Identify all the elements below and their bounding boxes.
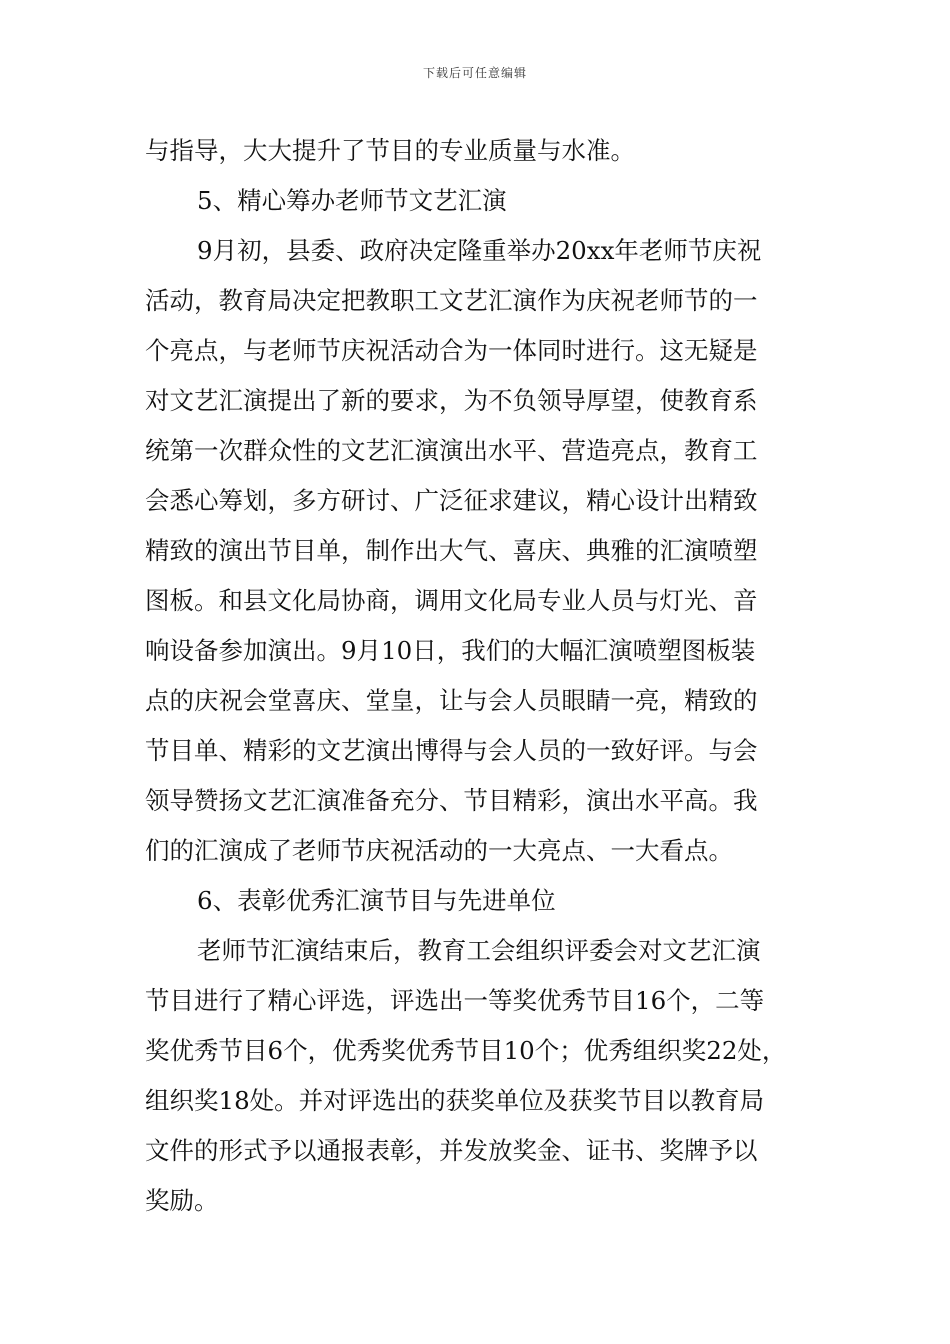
text-line: 与指导，大大提升了节目的专业质量与水准。 — [145, 136, 635, 165]
document-body — [145, 126, 810, 1226]
text-line: 们的汇演成了老师节庆祝活动的一大亮点、一大看点。 — [145, 836, 733, 865]
text-line: 奖优秀节目6个，优秀奖优秀节目10个；优秀组织奖22处， — [145, 1036, 787, 1065]
text-line: 精致的演出节目单，制作出大气、喜庆、典雅的汇演喷塑 — [145, 536, 758, 565]
text-line: 领导赞扬文艺汇演准备充分、节目精彩，演出水平高。我 — [145, 786, 758, 815]
text-line: 统第一次群众性的文艺汇演演出水平、营造亮点，教育工 — [145, 436, 758, 465]
text-line: 图板。和县文化局协商，调用文化局专业人员与灯光、音 — [145, 586, 758, 615]
text-line: 点的庆祝会堂喜庆、堂皇，让与会人员眼睛一亮，精致的 — [145, 686, 758, 715]
section-heading-5: 5、精心筹办老师节文艺汇演 — [197, 186, 507, 215]
text-line: 对文艺汇演提出了新的要求，为不负领导厚望，使教育系 — [145, 386, 758, 415]
section-heading-6: 6、表彰优秀汇演节目与先进单位 — [197, 886, 556, 915]
paragraph-start: 老师节汇演结束后，教育工会组织评委会对文艺汇演 — [197, 936, 761, 965]
text-line: 文件的形式予以通报表彰，并发放奖金、证书、奖牌予以 — [145, 1136, 758, 1165]
text-line: 活动，教育局决定把教职工文艺汇演作为庆祝老师节的一 — [145, 286, 758, 315]
paragraph-start: 9月初，县委、政府决定隆重举办20xx年老师节庆祝 — [197, 236, 762, 265]
text-line: 个亮点，与老师节庆祝活动合为一体同时进行。这无疑是 — [145, 336, 758, 365]
text-line: 节目进行了精心评选，评选出一等奖优秀节目16个，二等 — [145, 986, 765, 1015]
text-line: 组织奖18处。并对评选出的获奖单位及获奖节目以教育局 — [145, 1086, 765, 1115]
text-line: 节目单、精彩的文艺演出博得与会人员的一致好评。与会 — [145, 736, 758, 765]
text-line: 响设备参加演出。9月10日，我们的大幅汇演喷塑图板装 — [145, 636, 756, 665]
header-note: 下载后可任意编辑 — [422, 66, 527, 80]
text-line: 会悉心筹划，多方研讨、广泛征求建议，精心设计出精致 — [145, 486, 758, 515]
text-line: 奖励。 — [145, 1186, 219, 1215]
